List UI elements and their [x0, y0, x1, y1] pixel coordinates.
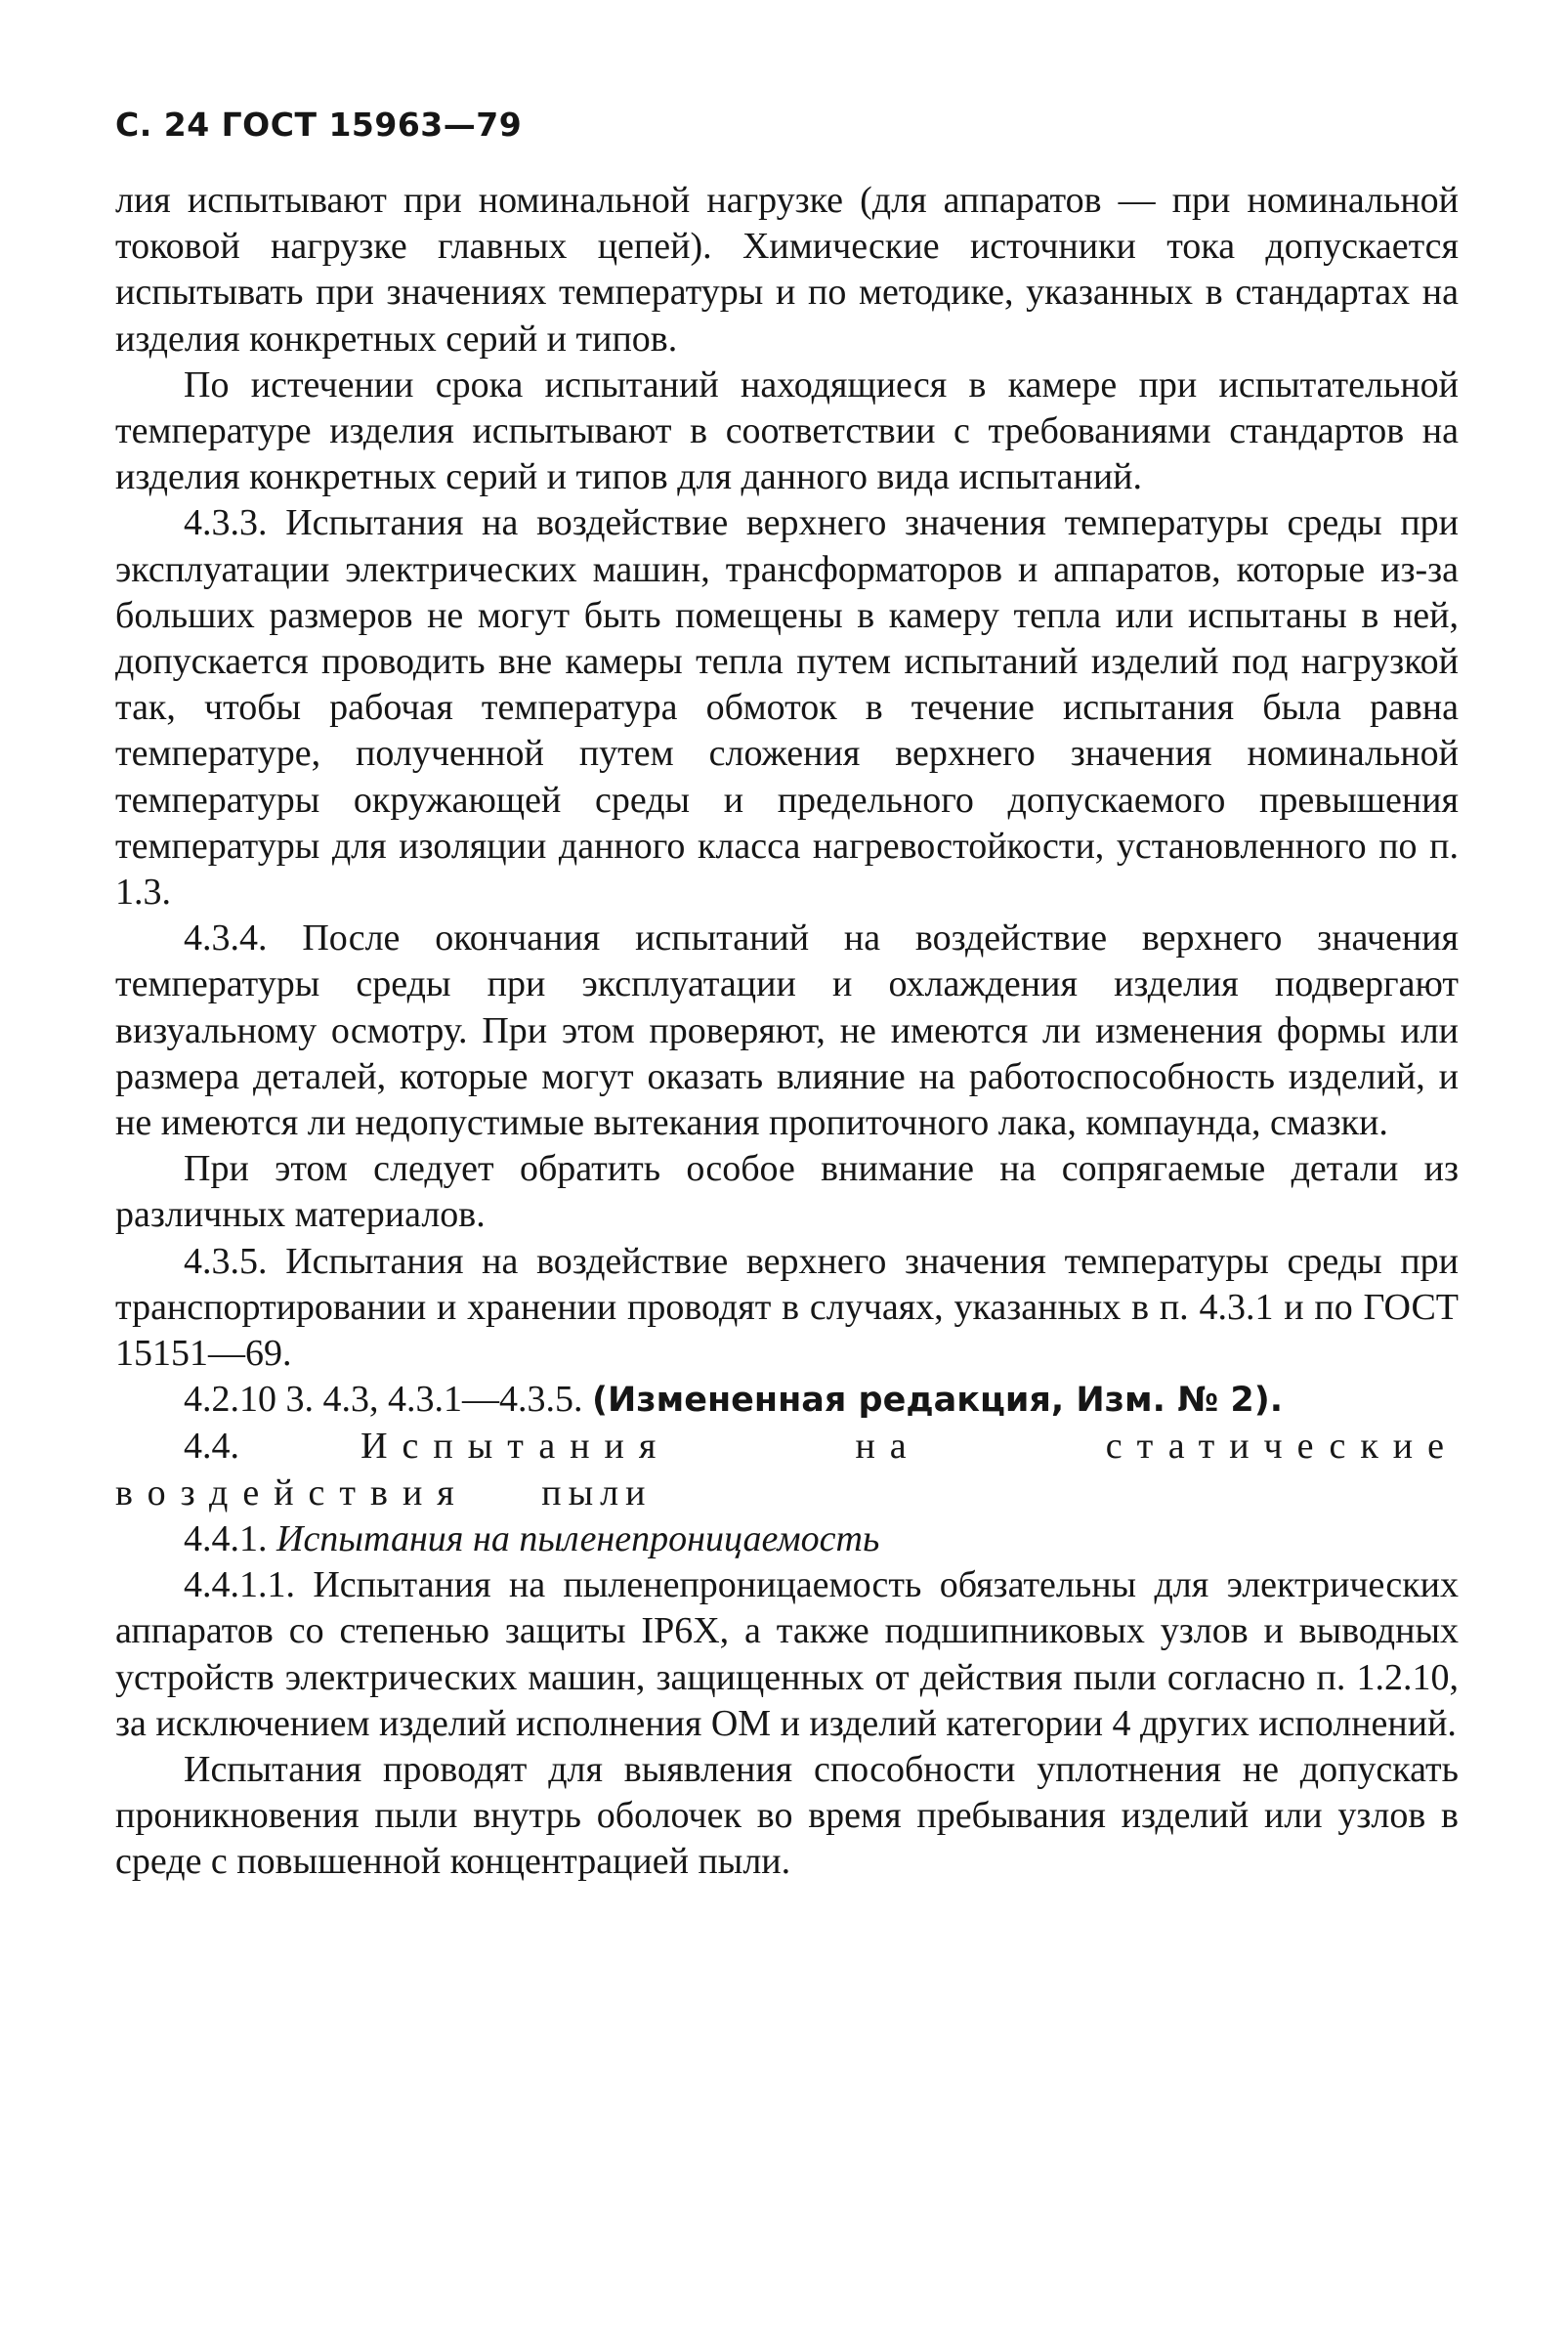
paragraph-attention-note: При этом следует обратить особое внимание на сопрягаемые детали из различных материалов.: [115, 1148, 1459, 1236]
section-heading-4-4: [115, 1424, 1459, 1515]
section-title-tail: пыли: [541, 1471, 653, 1514]
document-page: [115, 106, 1459, 1886]
amendment-references: 4.2.10 3. 4.3, 4.3.1—4.3.5.: [184, 1379, 592, 1421]
page-header: С. 24 ГОСТ 15963—79: [115, 106, 523, 144]
paragraph-amendment-note: [115, 1377, 1459, 1424]
paragraph-continuation: лия испытывают при номинальной нагрузке (для аппаратов — при номинальной токовой нагрузке главных цепей). Химические источники тока допускается испытывать при значениях температуры и по методике, указанных в стандартах на изделия конкретных серий и типов.: [115, 180, 1459, 360]
paragraph-after-test: По истечении срока испытаний находящиеся в камере при испытательной температуре изделия испытывают в соответствии с требованиями стандартов на изделия конкретных серий и типов для данного вида испытаний.: [115, 363, 1459, 498]
paragraph-4-4-1-1: 4.4.1.1. Испытания на пыленепроницаемость обязательны для электрических аппаратов со степенью защиты IP6X, а также подшипниковых узлов и выводных устройств электрических машин, защищенных от действия пыли согласно п. 1.2.10, за исключением изделий исполнения ОМ и изделий категории 4 других исполнений.: [115, 1564, 1459, 1744]
subsection-number: 4.4.1.: [184, 1517, 276, 1559]
paragraph-test-purpose: Испытания проводят для выявления способности уплотнения не допускать проникновения пыли внутрь оболочек во время пребывания изделий или узлов в среде с повышенной концентрацией пыли.: [115, 1748, 1459, 1883]
paragraph-4-3-5: 4.3.5. Испытания на воздействие верхнего значения температуры среды при транспортировании и хранении проводят в случаях, указанных в п. 4.3.1 и по ГОСТ 15151—69.: [115, 1240, 1459, 1375]
paragraph-4-3-3: 4.3.3. Испытания на воздействие верхнего значения температуры среды при эксплуатации электрических машин, трансформаторов и аппаратов, которые из-за больших размеров не могут быть помещены в камеру тепла или испытаны в ней, допускается проводить вне камеры тепла путем испытаний изделий под нагрузкой так, чтобы рабочая температура обмоток в течение испытания была равна температуре, полученной путем сложения верхнего значения номинальной температуры окружающей среды и предельного допускаемого превышения температуры для изоляции данного класса нагревостойкости, установленного по п. 1.3.: [115, 502, 1459, 914]
section-title-main: Испытания на статические воздействия: [115, 1426, 1459, 1514]
paragraph-4-3-4: 4.3.4. После окончания испытаний на воздействие верхнего значения температуры среды при эксплуатации и охлаждения изделия подвергают визуальному осмотру. При этом проверяют, не имеются ли изменения формы или размера деталей, которые могут оказать влияние на работоспособность изделий, и не имеются ли недопустимые вытекания пропиточного лака, компаунда, смазки.: [115, 917, 1459, 1144]
subsection-title: Испытания на пыленепроницаемость: [276, 1517, 880, 1559]
section-number: 4.4.: [184, 1426, 361, 1468]
amendment-label: (Измененная редакция, Изм. № 2).: [592, 1381, 1284, 1421]
subsection-heading-4-4-1: [115, 1516, 1459, 1562]
